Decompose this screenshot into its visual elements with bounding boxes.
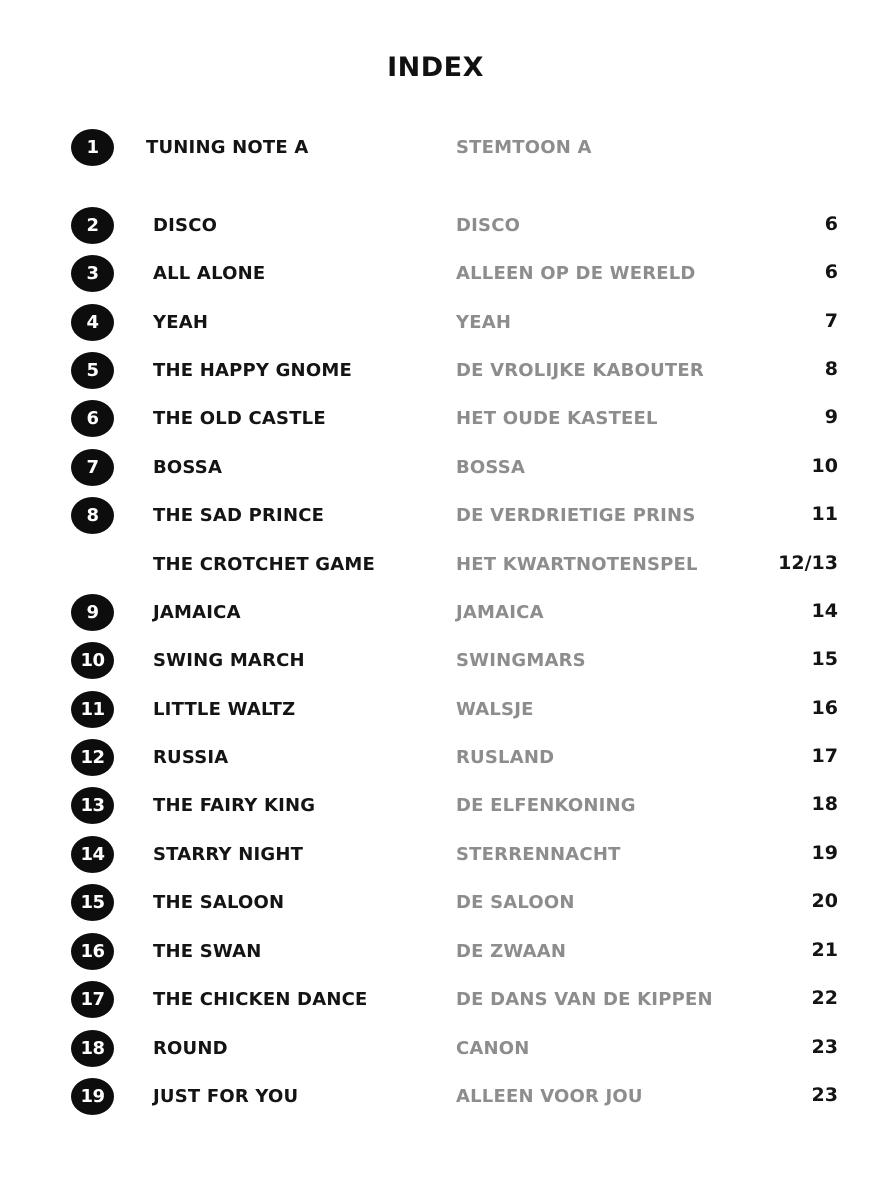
- track-number-badge: 6: [71, 400, 114, 437]
- english-title: THE CHICKEN DANCE: [153, 989, 368, 1010]
- english-title: JAMAICA: [153, 602, 241, 623]
- page-number: 6: [824, 261, 838, 283]
- english-title: STARRY NIGHT: [153, 844, 304, 865]
- dutch-title: HET OUDE KASTEEL: [456, 408, 658, 429]
- dutch-title: DE ZWAAN: [456, 941, 567, 962]
- track-number-badge: 10: [71, 642, 114, 679]
- dutch-title: WALSJE: [456, 699, 534, 720]
- track-number-badge: 15: [71, 884, 114, 921]
- index-entry: [0, 640, 871, 680]
- page-number: 19: [811, 842, 838, 864]
- index-entry: [0, 882, 871, 922]
- page-number: 6: [824, 213, 838, 235]
- english-title: SWING MARCH: [153, 650, 305, 671]
- page-number: 20: [811, 890, 838, 912]
- english-title: THE FAIRY KING: [153, 795, 316, 816]
- english-title: THE SWAN: [153, 941, 262, 962]
- english-title: THE SAD PRINCE: [153, 505, 325, 526]
- index-entry: [0, 834, 871, 874]
- track-number-badge: 2: [71, 207, 114, 244]
- track-number-badge: 11: [71, 691, 114, 728]
- dutch-title: BOSSA: [456, 457, 526, 478]
- index-entry: [0, 931, 871, 971]
- page-number: 7: [824, 310, 838, 332]
- english-title: THE HAPPY GNOME: [153, 360, 352, 381]
- dutch-title: ALLEEN VOOR JOU: [456, 1086, 643, 1107]
- page-number: 23: [811, 1036, 838, 1058]
- dutch-title: JAMAICA: [456, 602, 544, 623]
- index-entry: [0, 253, 871, 293]
- index-entry: [0, 495, 871, 535]
- track-number-badge: 1: [71, 129, 114, 166]
- track-number-badge: 17: [71, 981, 114, 1018]
- dutch-title: DE DANS VAN DE KIPPEN: [456, 989, 713, 1010]
- track-number-badge: 9: [71, 594, 114, 631]
- dutch-title: SWINGMARS: [456, 650, 586, 671]
- english-title: DISCO: [153, 215, 218, 236]
- english-title: RUSSIA: [153, 747, 229, 768]
- index-entry: [0, 205, 871, 245]
- page-number: 16: [811, 697, 838, 719]
- english-title: BOSSA: [153, 457, 223, 478]
- track-number-badge: 12: [71, 739, 114, 776]
- page-number: 21: [811, 939, 838, 961]
- index-entry: [0, 544, 871, 584]
- english-title: THE SALOON: [153, 892, 285, 913]
- english-title: THE OLD CASTLE: [153, 408, 326, 429]
- dutch-title: DE SALOON: [456, 892, 575, 913]
- page-number: 10: [811, 455, 838, 477]
- dutch-title: STEMTOON A: [456, 137, 592, 158]
- english-title: LITTLE WALTZ: [153, 699, 296, 720]
- index-entry: [0, 689, 871, 729]
- dutch-title: DE VROLIJKE KABOUTER: [456, 360, 704, 381]
- dutch-title: ALLEEN OP DE WERELD: [456, 263, 696, 284]
- english-title: YEAH: [153, 312, 209, 333]
- track-number-badge: 7: [71, 449, 114, 486]
- index-entry: [0, 1076, 871, 1116]
- dutch-title: DE ELFENKONING: [456, 795, 636, 816]
- english-title: ALL ALONE: [153, 263, 266, 284]
- dutch-title: YEAH: [456, 312, 512, 333]
- page-number: 17: [811, 745, 838, 767]
- english-title: TUNING NOTE A: [146, 137, 309, 158]
- track-number-badge: 5: [71, 352, 114, 389]
- dutch-title: HET KWARTNOTENSPEL: [456, 554, 698, 575]
- index-entry: [0, 785, 871, 825]
- track-number-badge: 8: [71, 497, 114, 534]
- dutch-title: STERRENNACHT: [456, 844, 621, 865]
- page-number: 14: [811, 600, 838, 622]
- dutch-title: DISCO: [456, 215, 521, 236]
- index-entry: [0, 1028, 871, 1068]
- index-entry: [0, 127, 871, 167]
- index-entry: [0, 398, 871, 438]
- track-number-badge: 13: [71, 787, 114, 824]
- dutch-title: RUSLAND: [456, 747, 555, 768]
- track-number-badge: 19: [71, 1078, 114, 1115]
- track-number-badge: 3: [71, 255, 114, 292]
- index-entry: [0, 350, 871, 390]
- english-title: THE CROTCHET GAME: [153, 554, 375, 575]
- page-title: INDEX: [387, 52, 484, 83]
- page-number: 11: [811, 503, 838, 525]
- index-entry: [0, 447, 871, 487]
- index-entry: [0, 737, 871, 777]
- page-number: 15: [811, 648, 838, 670]
- page-number: 12/13: [778, 552, 838, 574]
- index-entry: [0, 592, 871, 632]
- page-number: 23: [811, 1084, 838, 1106]
- english-title: ROUND: [153, 1038, 228, 1059]
- index-entry: [0, 979, 871, 1019]
- page-number: 9: [824, 406, 838, 428]
- dutch-title: CANON: [456, 1038, 530, 1059]
- page-number: 22: [811, 987, 838, 1009]
- page-number: 18: [811, 793, 838, 815]
- track-number-badge: 4: [71, 304, 114, 341]
- track-number-badge: 18: [71, 1030, 114, 1067]
- track-number-badge: 16: [71, 933, 114, 970]
- dutch-title: DE VERDRIETIGE PRINS: [456, 505, 696, 526]
- english-title: JUST FOR YOU: [153, 1086, 299, 1107]
- index-entry: [0, 302, 871, 342]
- page-number: 8: [824, 358, 838, 380]
- track-number-badge: 14: [71, 836, 114, 873]
